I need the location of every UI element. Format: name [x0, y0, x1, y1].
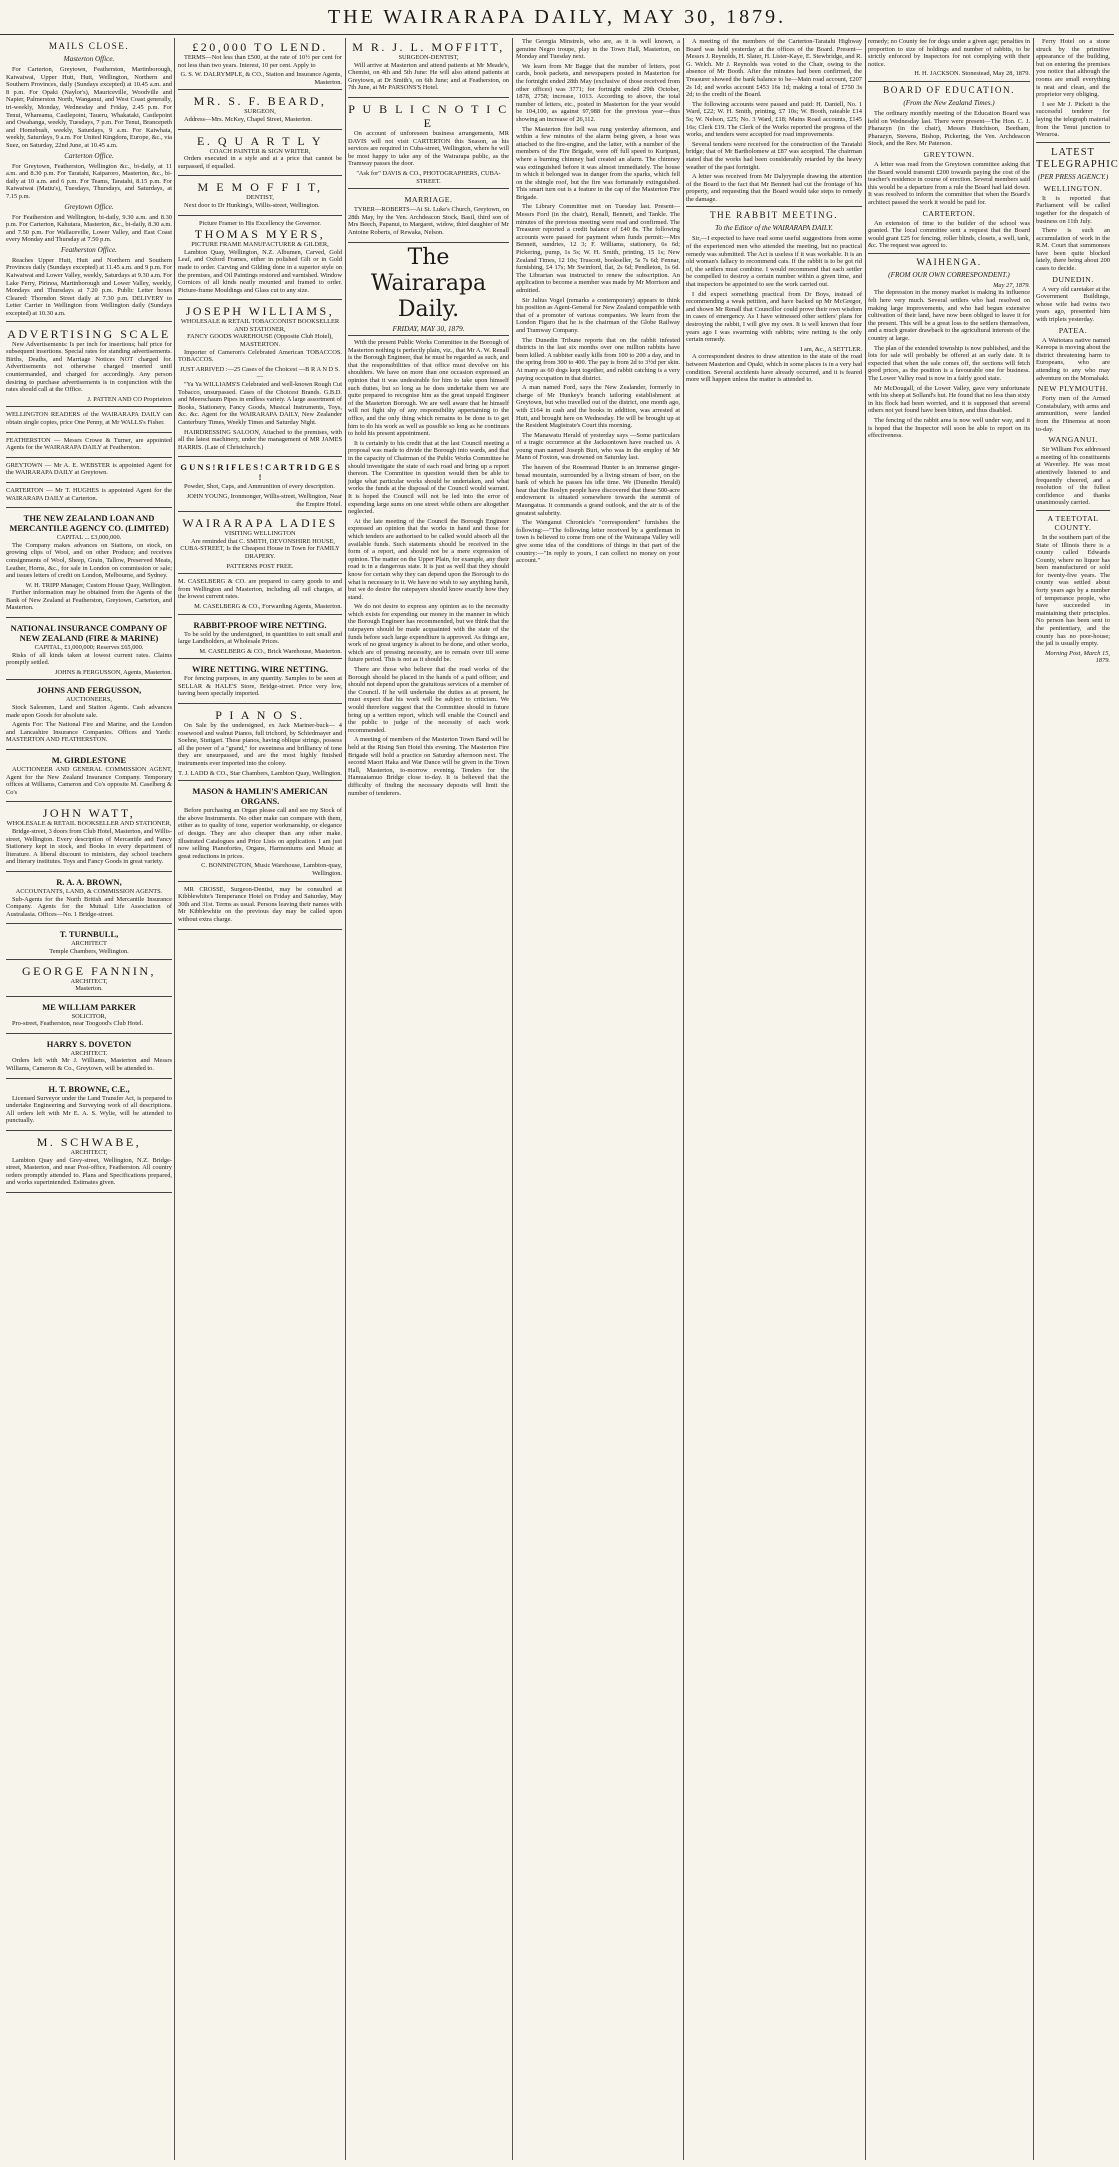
national-capital: CAPITAL, £1,000,000; Reserves £65,000. [34, 644, 144, 652]
williams-title: JOSEPH WILLIAMS, [185, 304, 335, 319]
mason-hamlin-ad [178, 783, 342, 881]
national-text: Risks of all kinds taken at lowest current rates. Claims promptly settled. [6, 651, 172, 667]
mason-title: MASON & HAMLIN'S AMERICAN ORGANS. [192, 786, 328, 807]
column-3 [348, 38, 509, 2160]
watt-sub: WHOLESALE & RETAIL BOOKSELLER AND STATIONER, [6, 820, 172, 828]
telegram-paragraph: A very old caretaker at the Government Buildings, whose wife had twins two years ago, presented him with triplets yesterday. [1036, 285, 1110, 324]
public-notice-title: P U B L I C N O T I C E [348, 101, 509, 130]
johns-sub: AUCTIONEERS, [66, 696, 112, 704]
johns-agents: Agents For: The National Fire and Marine, and the London and Lancashire Insurance Companies. Offices and Yards: MASTERTON AND FEATHERSTON. [6, 721, 172, 744]
lend-title: £20,000 TO LEND. [192, 40, 328, 54]
leader-paragraph: A meeting of members of the Masterton Town Band will be held at the Rising Sun Hotel this evening. The Masterton Fire Brigade will hold a practice on Saturday afternoon next. The second Maori Haka and War Dance will be given in the Town Hall, Masterton, to-morrow evening. Tenders for the Hamuaiamuo Bridge close to-day. It is believed that the difficulty of finding the necessary deposits will limit the number of tenderers. [348, 736, 509, 797]
letter-continuation: remedy; no County fee for dogs under a given age; penalties in proportion to size of holdings and number of rabbits, to be strictly enforced by Inspectors for not complying with their notice. [868, 38, 1030, 68]
news-paragraph: The ordinary monthly meeting of the Education Board was held on Wednesday last. There were present—The Hon. C. J. Pharazyn (in the chair), Messrs Hutchison, Beetham, Pharazyn, Stevens, Bishop, Pickering, the Ven. Archdeacon Stock, and the Rev. Mr Paterson. [868, 109, 1030, 148]
wellington-heading: WELLINGTON. [1043, 183, 1103, 193]
advertising-scale-ad [6, 325, 172, 408]
browne-title: H. T. BROWNE, C.E., [48, 1083, 130, 1094]
rabbit-meeting-heading: THE RABBIT MEETING. [709, 210, 839, 221]
quarterly-title: E. Q U A R T L Y [196, 133, 323, 148]
national-sign: JOHNS & FERGUSSON, Agents, Masterton. [55, 668, 172, 676]
news-paragraph: A man named Ford, says the New Zealander, formerly in charge of Mr Hunkey's branch tailoring establishment at Greytown, but who travelled out of the district, one month ago, with £164 in cash and the books in addition, was arrested at Hutt, and brought here on Wednesday. He will be brought up at the Resident Magistrate's Court this morning. [516, 384, 680, 430]
crosse-ad [178, 884, 342, 930]
quarterly-sub: COACH PAINTER & SIGN WRITER, [209, 147, 311, 155]
ladies-title: WAIRARAPA LADIES [182, 516, 338, 531]
public-notice-text: On account of unforeseen business arrangements, MR DAVIS will not visit CARTERTON this Season, as his services are required in Cuba-street, Wellington, where he will be most happy to take any of the Wairarapa public, as the Tramway passes the door. [348, 129, 509, 168]
leader-paragraph: At the late meeting of the Council the Borough Engineer expressed an opinion that the works in hand and those for which tenders are authorised to be called would absorb all the available funds. Such statements should be received in the form of a report, and should not be a mere expression of opinion. The matter on the Upper Plain, for example, any their road is in a dangerous state. It is just as well that they should know for certain why they can depend upon the Borough to do what is necessary to it. We have no wish to say anything harsh, but we do desire the ratepayers should know exactly how they stand. [348, 517, 509, 601]
greytown-heading: GREYTOWN. [923, 149, 975, 159]
news-paragraph: An extension of time to the builder of the school was granted. The local committee sent a request that the Board would grant £25 for fencing, roller blinds, closets, a well, tank, &c. The request was agreed to. [868, 219, 1030, 250]
lend-sign: G. S. W. DALRYMPLE, & CO., Station and Insurance Agents, Masterton. [180, 71, 342, 86]
column-rule [512, 38, 513, 2160]
quarterly-text: Orders executed in a style and at a price that cannot be surpassed, if equalled. [178, 155, 342, 170]
brown-text: Sub-Agents for the North British and Mercantile Insurance Company. Agents for the Mutual Life Association of Australasia. Offices—No. 1 Bridge-street. [6, 895, 172, 918]
nz-loan-sign: W. H. TRIPP Manager, Custom House Quay, Wellington. [25, 581, 172, 589]
wire-netting-text: For fencing purposes, in any quantity. Samples to be seen at SELLAR & HALE'S Store, Bridge-street. Price very low, having been specially imported. [178, 675, 342, 698]
caselberg-sign: M. CASELBERG & CO., Forwarding Agents, Masterton. [194, 602, 342, 610]
news-paragraph: We learn from Mr Bagge that the number of letters, post cards, book packets, and newspapers posted in Masterton for the fortnight ended 28th May (exclusive of those received from other offices) was 3771; for fortnight ended 29th October, 1878, 2758; increase, 1013. According to above, the total number of letters, etc., posted in Masterton for the year would be 104,100, as against 97,988 for the previous year—thus showing an increase of 26,112. [516, 62, 680, 123]
moffit-dentist-ad [178, 178, 342, 215]
nz-loan-capital: CAPITAL ... £3,000,000. [56, 534, 122, 542]
news-paragraph: The Georgia Minstrels, who are, as it is well known, a genuine Negro troupe, play in the Town Hall, Masterton, on Monday and Tuesday next. [516, 38, 680, 61]
column-1 [6, 38, 172, 2160]
column-rule [1033, 38, 1034, 2160]
news-paragraph: A letter was received from Mr Dalyrymple drawing the attention of the Board to the fact that Mr Bennett had cut the frontage of his property, and requesting that the Board would take steps to remedy the damage. [686, 173, 862, 203]
beard-text: Address—Mrs. McKey, Chapel Street, Masterton. [184, 115, 313, 123]
column-6 [868, 38, 1030, 2160]
column-2 [178, 38, 342, 2160]
mason-text: Before purchasing an Organ please call and see my Stock of the above Instruments. No other make can compare with them, either as to quality of tone, superior workmanship, or elegance of design. They are also cheaper than any other make. Illustrated Catalogues and Price Lists on application. I am just now selling Pianofortes, Organs, Harmoniums and Music at great reductions in prices. [178, 807, 342, 860]
newspaper-flag: The Wairarapa Daily. [370, 244, 487, 322]
patea-heading: PATEA. [1058, 325, 1088, 335]
column-5 [686, 38, 862, 2160]
brown-title: R. A. A. BROWN, [56, 876, 122, 887]
girdlestone-title: M. GIRDLESTONE [51, 755, 127, 765]
joseph-williams-ad [178, 302, 342, 457]
fannin-ad [6, 962, 172, 997]
advertising-scale-title: ADVERTISING SCALE [7, 326, 171, 341]
jl-moffitt-ad [348, 38, 509, 98]
fannin-title: GEORGE FANNIN, [21, 963, 157, 978]
wire-netting-ad [178, 661, 342, 704]
news-paragraph: The Dunedin Tribune reports that on the rabbit infested districts in the last six months over one million rabbits have been killed. A rabbiter easily kills from 100 to 200 a day, and in the spring from 300 to 400. The pay is from 2d to 3½d per skin. At many as 60 dogs kept together, and rabbit catching is a very paying occupation in that district. [516, 336, 680, 382]
doveton-ad [6, 1036, 172, 1079]
board-of-education-sub: (From the New Zealand Times.) [903, 98, 995, 107]
nz-loan-more: Further information may be obtained from the Agents of the Bank of New Zealand at Featherston, Greytown, Carterton, and Masterton. [6, 589, 172, 612]
johns-title: JOHNS AND FERGUSSON, [36, 685, 142, 696]
parker-title: ME WILLIAM PARKER [42, 1001, 136, 1012]
marriage-text: TYRER—ROBERTS—At St. Luke's Church, Greytown, on 28th May, by the Ven. Archdeacon Stock, Basil, third son of Mrs Beech, Papanui, to Margaret, widow, third daughter of Mr Antoine Roberts, of Rewaka, Nelson. [348, 206, 509, 236]
browne-ad [6, 1081, 172, 1131]
schwabe-title: M. SCHWABE, [36, 1135, 142, 1150]
news-paragraph: I see Mr J. Pickett is the successful tenderer for laying the telegraph material from the Tenui junction to Weraroa. [1036, 100, 1110, 139]
leader-paragraph: It is certainly to his credit that at the last Council meeting a proposal was made to divide the Borough into wards, and that in the capacity of Chairman of the Public Works Committee he should investigate the state of each road and bring up a report thereon. The Committee in question would then be able to judge what particular works should be undertaken, and what works the funds at the disposal of the Council would warrant. It is hoped the Council will not be led into the error of expending large sums on one street while others are altogether neglected. [348, 439, 509, 516]
source-sign: Morning Post, March 15, 1879. [1045, 649, 1110, 665]
latest-telegraphic-heading: LATEST TELEGRAPHIC [1036, 146, 1119, 170]
advertising-scale-sign: J. PATTEN AND CO Proprietors [87, 395, 172, 403]
turnbull-title: T. TURNBULL, [59, 929, 119, 940]
notice-carterton-agent [6, 485, 172, 508]
jl-moffitt-title: M R. J. L. MOFFITT, [352, 40, 505, 54]
rabbit-netting-ad [178, 617, 342, 660]
schwabe-ad [6, 1133, 172, 1193]
news-paragraph: In the southern part of the State of Illinois there is a county called Edwards County, where no liquor has been manufactured or sold for twenty-five years. The county was settled about forty years ago by a number of temperance people, who have succeeded in maintaining their principles. No person has been sent to the penitentiary, and the county has no poor-house; the jail is usually empty. [1036, 533, 1110, 648]
girdlestone-text: AUCTIONEER AND GENERAL COMMISSION AGENT, Agent for the New Zealand Insurance Company. Temporary offices at Williams, Cameron and Co's opposite M. Caselberg & Co's [6, 766, 172, 796]
turnbull-text: Temple Chambers, Wellington. [49, 947, 129, 955]
featherston-office-heading: Featherston Office. [61, 245, 117, 254]
waihenga-date: May 27, 1879. [993, 281, 1030, 289]
news-paragraph: The heaven of the Rosemead Hunter is an immense ginger-bread mountain, surrounded by a living stream of beer, on the bank of which he passes his idle time. We (Dunedin Herald) hear that the Roslyn people have discovered that these 500-acre endowment is situated somewhere towards the summit of Maungatua. It commands a grand outlook, and the air is of the greatest salubrity. [516, 464, 680, 517]
news-paragraph: Several tenders were received for the construction of the Taratahi bridge; that of Mr Bartholomew at £87 was accepted. The chairman stated that the works had been considerably retarded by the heavy weather of the past fortnight. [686, 140, 862, 171]
new-plymouth-heading: NEW PLYMOUTH. [1037, 384, 1109, 394]
schwabe-text: Lambton Quay and Grey-street, Wellington, N.Z. Bridge-street, Masterton, and near Post-office, Featherston. All country orders promptly attended to. Plans and Specifications prepared, and works superintended. Estimates given. [6, 1156, 172, 1187]
news-paragraph: A correspondent desires to draw attention to the state of the road between Masterton and Opaki, which in some places is in a very bad condition. Several accidents have already occurred, and it is feared more will happen unless the matter is attended to. [686, 353, 862, 384]
masthead-title: THE WAIRARAPA DAILY, MAY 30, 1879. [327, 6, 787, 28]
guns-ad [178, 459, 342, 512]
national-insurance-ad [6, 620, 172, 680]
letter-paragraph: I did expect something practical from Dr Boys, instead of recommending a weak petition, and have backed up Mr McGregor, and shown Mr Renall that Councillor could prove their own wisdom in cases of emergency. As I have witnessed other settlers' plans for destroying the rabbit, I will give my own. It is well known that four years ago I was swarming with rabbits; wire netting is the only certain remedy. [686, 290, 862, 344]
john-watt-ad [6, 804, 172, 872]
parker-ad [6, 999, 172, 1034]
crosse-text: MR CROSSE, Surgeon-Dentist, may be consulted at Kibblewhite's Temperance Hotel on Friday and Saturday, May 30th and 31st. Terms as usual. Persons leaving their names with Mr Kibblewhite on the previous day may be called upon without extra charge. [178, 885, 342, 923]
johns-text: Stock Salesmen, Land and Station Agents. Cash advances made upon Goods for absolute sale. [6, 704, 172, 719]
telegram-paragraph: Sir William Fox addressed a meeting of his constituents at Waverley. He was most attentively listened to and frequently cheered, and a resolution of the fullest confidence and thanks unanimously carried. [1036, 446, 1110, 507]
latest-telegraphic-sub: (PER PRESS AGENCY.) [1037, 172, 1109, 181]
greytown-mail-text: For Featherston and Wellington, bi-daily, 9.30 a.m. and 8.30 p.m. For Carterton, Kahutara, Masterton, &c., bi-daily, 8.30 a.m. and 7.50 p.m. For Wallaceville, Lower Valley, and East Coast every Monday and Thursday at 7.50 p.m. [6, 213, 172, 244]
wire-netting-title: WIRE NETTING. WIRE NETTING. [191, 664, 329, 675]
greytown-office-heading: Greytown Office. [64, 202, 114, 211]
news-paragraph: The following accounts were passed and paid: H. Daniell, No. 1 Ward, £22; W. H. Smith, printing, £7 10s; W. Booth, rateable £14 5s; W. Nelson, £25; No. 3 Ward, £18; Mains Road accounts, £145 16s; Clerk £19. The Clerk of the Works reported the progress of the works, and tenders were accepted for road improvements. [686, 100, 862, 139]
marriage-notice [348, 191, 509, 242]
issue-date: FRIDAY, MAY 30, 1879. [392, 323, 465, 333]
moffit-sub: DENTIST, [246, 194, 274, 202]
williams-sub2: FANCY GOODS WAREHOUSE (Opposite Club Hotel), MASTERTON. [187, 333, 333, 349]
column-7 [1036, 38, 1119, 2160]
caselberg-ad [178, 576, 342, 614]
williams-text: Importer of Cameron's Celebrated American TOBACCOS. TOBACCOS. [178, 348, 342, 364]
telegram-paragraph: It is reported that Parliament will be called together for the despatch of business on 11th July. [1036, 194, 1110, 225]
nz-loan-agency-ad [6, 510, 172, 618]
pianos-ad [178, 706, 342, 781]
wanganui-heading: WANGANUI. [1048, 435, 1098, 445]
telegram-paragraph: A Waitotara native named Kereopa is moving about the district threatening harm to Europeans, who are attending to any who may adventure on the Momahaki. [1036, 336, 1110, 382]
beard-ad [178, 92, 342, 129]
turnbull-ad [6, 926, 172, 959]
jl-moffitt-text: Will arrive at Masterton and attend patients at Mr Meade's, Chemist, on 4th and 5th June: He will also attend patients at Greytown, at Dr Smith's, on 6th June; and at Featherston, on 7th June, at Mr PARSONS'S Hotel. [348, 61, 509, 92]
letter-sign: I am, &c., A SETTLER. [800, 345, 862, 353]
parker-text: Pro-street, Featherston, near Toogood's Club Hotel. [12, 1020, 144, 1028]
carterton-heading: CARTERTON. [922, 208, 976, 218]
news-paragraph: The Library Committee met on Tuesday last. Present—Messrs Ford (in the chair), Renall, Bennett, and Tankle. The minutes of the previous meeting were read and confirmed. The Treasurer reported a credit balance of £40 8s. The following accounts were passed for payment when funds permit:—Mrs Bennett, sundries, 12 3; F. Williams, stationery, 6s 6d; Pickering, pump, 1s 5s; W. H. Smith, printing, 15 1s; New Zealand Times, 12 10s; Truscott, bookseller, 5s 7s 6d; Fennar, furnishing, £4 17s; Mr Swinford, flat, 2s 6d; Pendleton, 1s 6d. The Librarian was instructed to renew the subscription. An application to become a member was made by Mr Morrison and admitted. [516, 203, 680, 294]
beard-sub: SURGEON, [244, 108, 276, 116]
guns-sign: JOHN YOUNG, Ironmonger, Willis-street, Wellington, Near the Empire Hotel. [186, 492, 342, 508]
letter-sign: H. H. JACKSON. Stonestead, May 28, 1879. [914, 70, 1030, 78]
notice-wellington-readers [6, 409, 172, 432]
williams-brands: JUST ARRIVED :—25 Cases of the Choicest —B R A N D S.— [180, 365, 340, 381]
leader-paragraph: We do not desire to express any opinion as to the necessity which exists for expending our money in the manner in which the Borough Engineer has recommended, but we think that the ratepayers should be made acquainted with the state of the funds before such large expenditure is approved. As things are, work of no great urgency is about to be done, and other works, which are of pressing necessity, are to remain over till some future period. This is not as it should be. [348, 603, 509, 664]
letter-paragraph: Sir,—I expected to have read some useful suggestions from some of the experienced men who attended the meeting, but no practical remedy was submitted. The Act is useless if it was workable. It is an old woman's fallacy to recommend cats. If the rabbit is to be got rid of, the settlers must combine. I would recommend that each settler be compelled to destroy a certain number within a given time, and that inspectors be appointed to see the work carried out. [686, 235, 862, 289]
news-paragraph: The depression in the money market is making its influence felt here very much. Several settlers who had resolved on making large improvements, and who had begun extensive cultivation of their land, have now been obliged to leave it for the present. This will be a great loss to the settlers themselves, and a much greater drawback to the agricultural interests of the country at large. [868, 289, 1030, 343]
mason-sign: C. BONNINGTON, Music Warehouse, Lambton-quay, Wellington. [201, 862, 342, 877]
news-paragraph: Sir Julius Vogel (remarks a contemporary) appears to think his position as Agent-General for New Zealand compatible with that of a promoter of various companies. We learn from the London Figaro that he is the chairman of the Globe Railway and Tramway Company. [516, 296, 680, 334]
leader-paragraph: There are those who believe that the road works of the Borough should be placed in the hands of a paid officer, and should not depend upon the gratuitous services of a member of the Council. If he will undertake the duties as at present, he must expect that his work will be subject to criticism. We would therefore suggest that the Committee should in future bring up a written report, which will enable the Council and the public to judge of the necessity of each work recommended. [348, 666, 509, 734]
dunedin-heading: DUNEDIN. [1052, 274, 1094, 284]
masterton-office-heading: Masterton Office. [63, 55, 115, 63]
doveton-text: Orders left with Mr J. Williams, Masterton and Messrs Williams, Cameron & Co., Greytown, will be attended to. [6, 1057, 172, 1073]
lend-ad [178, 38, 342, 90]
schwabe-sub: ARCHITECT, [70, 1149, 108, 1157]
board-of-education-heading: BOARD OF EDUCATION. [883, 84, 1015, 95]
news-paragraph: A meeting of the members of the Carterton-Taratahi Highway Board was held yesterday at the offices of the Board. Present—Messrs J. Reynolds, H. Slater, H. Lister-Kaye, E. Stewbridge, and R. G. Welch. Mr J. Reynolds was voted to the Chair, owing to the absence of Mr Booth. After the minutes had been confirmed, the Treasurer showed the bank balance to be—Main road account, £207 2s 1d; and works account £453 16s 1d; making a total of £750 3s 2d; to the credit of the Board. [686, 38, 862, 99]
johns-fergusson-ad [6, 682, 172, 750]
fannin-sub: ARCHITECT, [70, 977, 108, 985]
rabbit-netting-title: RABBIT-PROOF WIRE NETTING. [193, 619, 327, 630]
parker-sub: SOLICITOR, [71, 1012, 107, 1020]
guns-title: G U N S ! R I F L E S ! C A R T R I D G E S ! [180, 462, 340, 483]
notice-greytown-agent [6, 460, 172, 483]
news-paragraph: Ferry Hotel on a stone struck by the primitive appearance of the building, but on entering the premises you notice that although the rooms are small everything is neat and clean, and the proprietor very obliging. [1036, 38, 1110, 99]
browne-text: Licensed Surveyor under the Land Transfer Act, is prepared to undertake Engineering and Surveying work of all descriptions. All orders left with Mr E. A. S. Wylie, will be attended to punctually. [6, 1094, 172, 1125]
doveton-sub: ARCHITECT. [70, 1049, 108, 1057]
moffit-text: Next door to Dr Hunking's, Willis-street, Wellington. [184, 201, 320, 209]
myers-ad [178, 218, 342, 301]
pianos-text: On Sale by the undersigned, ex Jack Mariner-buck— 4 rosewood and walnut Pianos, full trichord, by Schiedmayer and Soehne, Stuttgart. These pianos, having oblique strings, possess all the power of a "grand," for sweetness and brilliancy of tone they are unsurpassed, and are the most highly finished instruments ever imported into the colony. [178, 722, 342, 768]
news-paragraph: The fencing of the rabbit area is now well under way, and it is hoped that the Inspector will soon be able to report on its effectiveness. [868, 416, 1030, 440]
notice-text: CARTERTON — Mr T. HUGHES is appointed Agent for the WAIRARAPA DAILY at Carterton. [6, 486, 172, 502]
rabbit-netting-text: To be sold by the undersigned, in quantities to suit small and large Landholders, at Wholesale Prices. [178, 630, 342, 646]
news-paragraph: The Wanganui Chronicle's "correspondent" furnishes the following:—"The following letter received by a gentleman in town is believed to come from one of the Wairarapa Valley will give some idea of the conditions of things in that part of the country:—"In reply to yours, I can collect no money on your account." [516, 519, 680, 565]
myers-title: THOMAS MYERS, [194, 227, 326, 242]
doveton-title: HARRY S. DOVETON [46, 1038, 132, 1049]
telegram-paragraph: Forty men of the Armed Constabulary, with arms and ammunition, were landed from the Hinemoa at noon to-day. [1036, 395, 1110, 433]
ladies-text: Are reminded that C. SMITH, DEVONSHIRE HOUSE, CUBA-STREET, Is the Cheapest House in Town for FAMILY DRAPERY. [180, 537, 340, 560]
public-notice-ad [348, 100, 509, 189]
news-paragraph: A letter was read from the Greytown committee asking that the Board would transmit £200 towards paying the cost of the teacher's residence in course of erection. Several members said this would be a departure from a rule the Board had laid down. It was resolved to inform the committee that when the Board's architect passed the work it would be paid for. [868, 160, 1030, 206]
frames-text: Picture Framer to His Excellency the Governor. [199, 219, 321, 227]
brown-sub: ACCOUNTANTS, LAND, & COMMISSION AGENTS. [15, 887, 163, 895]
column-rule [865, 38, 866, 2160]
davis-sign: "Ask for" DAVIS & CO., PHOTOGRAPHERS, CUBA-STREET. [356, 169, 501, 185]
column-rule [174, 38, 175, 2160]
news-paragraph: The Masterton fire bell was rung yesterday afternoon, and within a few minutes of the alarm being given, a hose was attached to the fire-engine, and the latter, with a number of the members of the Fire Brigade, were off full speed to Kuripuni, where a burning chimney had created an alarm. The chimney was extinguished before it was almost immediately. The house in which it belonged was in danger from the sparks, which fell on the shingle roof, but the fire was fortunately extinguished. This smart turn out is a feature in the cap of the Masterton Fire Brigade. [516, 125, 680, 201]
notice-text: FEATHERSTON — Messrs Crowe & Turner, are appointed Agents for the WAIRARAPA DAILY at Featherston. [6, 436, 172, 452]
news-paragraph: Mr McDougall, of the Lower Valley, gave very unfortunate with his sheep at Solland's hut. He found that no less than sixty in his flock had been worried, and it is supposed that several others not yet found have been bitten, and thus disabled. [868, 384, 1030, 415]
news-paragraph: The plan of the extended township is now published, and the lots for sale will probably be offered at an early date. It is expected that when the sale comes off, the sections will fetch good prices, as the position is a favourable one for business. The Lower Valley road is now in a fairly good state. [868, 344, 1030, 382]
mails-close-heading: MAILS CLOSE. [48, 41, 130, 51]
column-rule [345, 38, 346, 2160]
notice-text: GREYTOWN — Mr A. E. WEBSTER is appointed Agent for the WAIRARAPA DAILY at Greytown. [6, 461, 172, 477]
nz-loan-text: The Company makes advances on Stations, on stock, on growing clips of Wool, and on other Produce; and receives consignments of Wool, Sheep, Grain, Tallow, Preserved Meats, Leather, Horns, &c., for sale in London on commission or sale; and issues letters of credit on London, Melbourne, and Sydney. [6, 541, 172, 580]
featherston-mail-text: Reaches Upper Hutt, Hutt and Northern and Southern Provinces daily (Sundays excepted) at 11.45 a.m. and 9 p.m. For Kaiwaiwai and Lower Valley, weekly, Saturdays at 9.30 a.m. For Lake Ferry, Pirinoa, Martinborough and Lower Valley, weekly, Mondays and Thursdays at 7.20 p.m. Public Letter boxes Cleared: Thorndon Street daily at 7.30 p.m. DELIVERY to Letter Carrier in Wellington from Wellington daily (Sundays excepted) at 10.30 a.m. [6, 256, 172, 318]
pianos-sign: T. J. LADD & CO., Star Chambers, Lambton Quay, Wellington. [178, 769, 342, 777]
column-4 [516, 38, 680, 2160]
lend-text: TERMS—Not less than £500, at the rate of 10½ per cent for not less than two years. Interest, 10 per cent. Apply to [178, 54, 342, 69]
waihenga-heading: WAIHENGA. [916, 256, 982, 267]
beard-title: MR. S. F. BEARD, [193, 94, 327, 109]
national-title: NATIONAL INSURANCE COMPANY OF NEW ZEALAND (FIRE & MARINE) [10, 623, 168, 644]
brown-ad [6, 874, 172, 924]
watt-text: Bridge-street, 3 doors from Club Hotel, Masterton, and Willis-street, Wellington. Every description of Mercantile and Fancy Stationery kept in stock, and Books in every department of literature. A liberal discount to ministers, day school teachers and literary institutes. Toys and Fancy Goods in great variety. [6, 827, 172, 866]
myers-text: Lambton Quay, Wellington, N.Z. Albumen, Carved, Gold Leaf, and Oxford Frames, either in polished Gilt or in Gold made to order. Carving and Gilding done in a superior style on the premises, and Oil Paintings restored and varnished. Window Cornices of all kinds neatly mounted and framed to order. Picture-frame Mouldings and Glass cut to any size. [178, 248, 342, 294]
ladies-sign: PATTERNS POST FREE. [226, 562, 294, 570]
column-rule [683, 38, 684, 2160]
masthead [0, 0, 1114, 35]
notice-featherston-agents [6, 435, 172, 458]
carterton-office-heading: Carterton Office. [64, 151, 114, 160]
williams-sub: WHOLESALE & RETAIL TOBACCONIST BOOKSELLER AND STATIONER, [180, 318, 340, 333]
ladies-sub: VISITING WELLINGTON [224, 530, 296, 538]
quarterly-ad [178, 132, 342, 177]
carterton-mail-text: For Greytown, Featherston, Wellington &c., bi-daily, at 11 a.m. and 8.30 p.m. For Taratahi, Kaiparoro, Masterton, &c., bi-daily at 10 a.m. and 6 p.m. For Teams, Taratahi, 8.15 p.m. For Kaiwaiwai (Matiu's), Tuesdays, Thursdays, and Saturdays, at 7.15 p.m. [6, 162, 172, 200]
ladies-ad [178, 514, 342, 574]
williams-more: "Ya Ya WILLIAMS'S Celebrated and well-known Rough Cut Tobacco, unsurpassed. Cases of the Choicest Brands. G.B.D. and Meerschaum Pipes in endless variety. A large assortment of Books, Stationery, Fancy Goods, Musical Instruments, Toys, &c. &c. Agent for the WAIRARAPA DAILY, New Zealander Canterbury Times, Weekly Times and Saturday Night. [178, 381, 342, 426]
news-paragraph: The Manawatu Herald of yesterday says —Some particulars of a tragic occurrence at the Jacksontown have reached us. A young man named Joseph Burt, who was in the employ of Mr Mann of Foxton, was drowned on Saturday last. [516, 431, 680, 462]
leader-paragraph: With the present Public Works Committee in the Borough of Masterton nothing is perfectly plain, viz., that Mr A. W. Renall is the Borough Engineer, that he must be regarded as such, and that the responsibilities of that office must devolve on his shoulders. We have on more than one occasion expressed an opinion that it was undesirable for him to take upon himself such duties, but so long as he does undertake them we are quite prepared to recognise him as the great unpaid Engineer of the Masterton Borough. We are well aware that he himself will not fight shy of any responsibility appertaining to the office, and the only thing which remains to be done is to get him to do his work as well as possible so long as he continues to hold his present appointment. [348, 339, 509, 438]
girdlestone-ad [6, 752, 172, 802]
jl-moffitt-sub: SURGEON-DENTIST, [398, 54, 459, 61]
marriage-title: MARRIAGE. [404, 195, 453, 205]
rabbit-meeting-sub: To the Editor of the WAIRARAPA DAILY. [715, 224, 833, 233]
notice-text: WELLINGTON READERS of the WAIRARAPA DAILY can obtain single copies, price One Penny, at Mr WALLS's Fisher. [6, 411, 172, 426]
myers-sub: PICTURE FRAME MANUFACTURER & GILDER, [191, 241, 329, 249]
pianos-title: P I A N O S. [215, 708, 305, 723]
hairdressing-text: HAIRDRESSING SALOON, Attached to the premises, with all the latest machinery, under the management of MR JAMES HARRIS. (Late of Christchurch.) [178, 428, 342, 451]
guns-text: Powder, Shot, Caps, and Ammunition of every description. [184, 483, 335, 491]
telegram-paragraph: There is such an accumulation of work in the R.M. Court that summonses have been quite blocked lately, there being about 200 cases to decide. [1036, 227, 1110, 273]
turnbull-sub: ARCHITECT [71, 940, 107, 948]
advertising-scale-text: New Advertisements: Is per inch for insertions; half price for subsequent insertions. Special rates for standing advertisements. Births, Deaths, and Marriage Notices NOT charged for. Advertisements not otherwise charged inserted until countermanded, and charged for accordingly. Any person desiring to purchase advertisements is in conjunction with the rates should call at the Office. [6, 340, 172, 394]
fannin-text: Masterton. [75, 985, 103, 993]
waihenga-sub: (FROM OUR OWN CORRESPONDENT.) [888, 270, 1010, 279]
teetotal-county-heading: A TEETOTAL COUNTY. [1047, 513, 1099, 532]
masterton-mail-text: For Carterton, Greytown, Featherston, Martinborough, Kaiwaiwai, Upper Hutt, Hutt, Wellington, Northern and Southern Provinces, daily (Sundays excepted) at 10.45 a.m. and 8 p.m. For Opaki (Naylor's), Mauriceville, Woodville and Napier, Palmerston North, Wanganui, and West Coast generally, tri-weekly, Monday, Wednesday and Friday, 2.45 p.m. For Tenui, Whareama, Castlepoint, Taueru, Whakataki, Castlepoint and Owahanga, weekly, Tuesdays, 7 p.m. For Tenui, Brancepeth and Homebush, weekly, Saturdays, 9 a.m. For Kaiwhata, weekly, Saturdays, 9 a.m. For United Kingdom, Europe, &c., via Suez, on Saturday, 22nd June, at 10.45 a.m. [6, 66, 172, 149]
rabbit-netting-sign: M. CASELBERG & CO., Brick Warehouse, Masterton. [199, 647, 342, 655]
caselberg-text: M. CASELBERG & CO. are prepared to carry goods to and from Wellington and Masterton, including all rail charges, at the lowest current rates. [178, 578, 342, 601]
moffit-title: M E M O F F I T, [197, 180, 323, 195]
watt-title: JOHN WATT, [42, 806, 136, 821]
nz-loan-title: THE NEW ZEALAND LOAN AND MERCANTILE AGENCY CO. (LIMITED) [9, 513, 169, 534]
